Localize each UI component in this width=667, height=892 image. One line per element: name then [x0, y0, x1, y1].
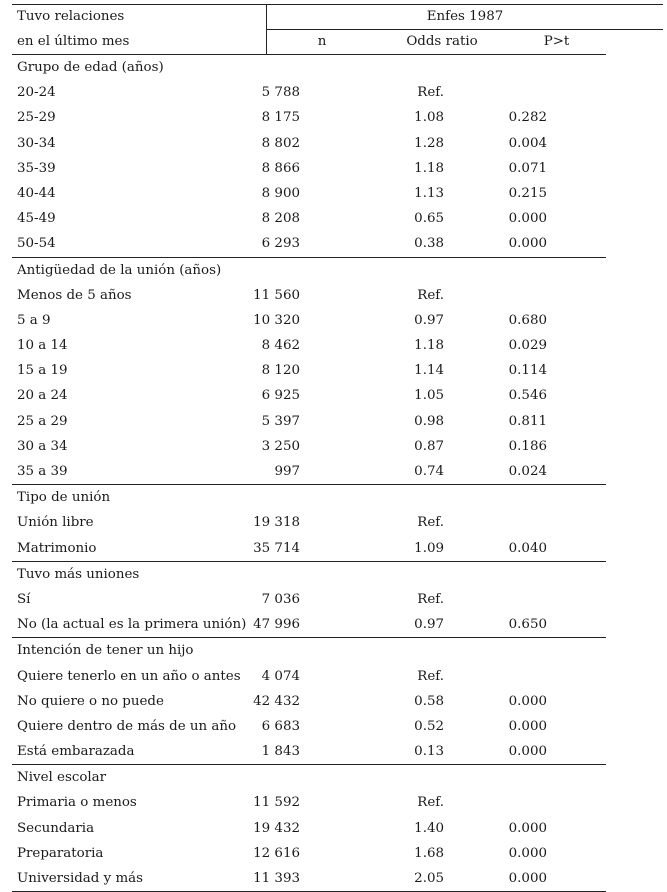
- cell-p-value: 0.000: [508, 820, 547, 836]
- cell-n: 5 397: [261, 413, 300, 429]
- row-label: Quiere tenerlo en un año o antes: [17, 668, 241, 684]
- table-row: [12, 866, 606, 891]
- table-row: [12, 510, 606, 535]
- cell-odds-ratio: Ref.: [417, 287, 444, 303]
- table-row: [12, 841, 606, 866]
- group-section: [12, 637, 606, 764]
- row-label: Está embarazada: [17, 744, 135, 760]
- cell-p-value: 0.000: [508, 845, 547, 861]
- row-label: 30-34: [17, 135, 56, 151]
- cell-n: 7 036: [261, 591, 300, 607]
- cell-odds-ratio: Ref.: [417, 795, 444, 811]
- table-row: [12, 333, 606, 358]
- cell-n: 6 925: [261, 388, 300, 404]
- row-label: 10 a 14: [17, 338, 68, 354]
- cell-n: 6 293: [261, 236, 300, 252]
- row-label: 45-49: [17, 211, 56, 227]
- cell-odds-ratio: 0.98: [414, 413, 444, 429]
- row-label: Unión libre: [17, 515, 94, 531]
- cell-n: 8 866: [261, 160, 300, 176]
- table-row: [12, 587, 606, 612]
- table-row: [12, 434, 606, 459]
- table-row: [12, 790, 606, 815]
- group-title-row: [12, 765, 606, 790]
- cell-odds-ratio: 0.38: [414, 236, 444, 252]
- column-header-odds-ratio: Odds ratio: [406, 34, 478, 50]
- table-row: [12, 283, 606, 308]
- cell-odds-ratio: 1.13: [414, 185, 444, 201]
- cell-n: 5 788: [261, 85, 300, 101]
- cell-n: 11 592: [253, 795, 300, 811]
- header-label-line2: en el último mes: [17, 34, 130, 50]
- cell-odds-ratio: 0.65: [414, 211, 444, 227]
- table-row: [12, 714, 606, 739]
- odds-ratio-table: [12, 4, 663, 892]
- group-section: [12, 561, 606, 638]
- row-label: 20-24: [17, 85, 56, 101]
- header-row-1: [12, 4, 663, 29]
- cell-p-value: 0.029: [508, 338, 547, 354]
- survey-title: Enfes 1987: [426, 9, 504, 24]
- row-label: 40-44: [17, 185, 56, 201]
- table-row: [12, 739, 606, 764]
- row-label: Universidad y más: [17, 871, 143, 886]
- cell-p-value: 0.000: [508, 236, 547, 252]
- table-row: [12, 206, 606, 231]
- cell-p-value: 0.000: [508, 211, 547, 227]
- table-row: [12, 689, 606, 714]
- table-row: [12, 612, 606, 637]
- table-row: [12, 459, 606, 484]
- cell-n: 11 393: [253, 871, 300, 886]
- cell-n: 10 320: [253, 312, 300, 328]
- table-row: [12, 231, 606, 256]
- cell-odds-ratio: 1.18: [414, 338, 444, 354]
- cell-p-value: 0.040: [508, 540, 547, 556]
- cell-p-value: 0.650: [508, 617, 547, 633]
- group-title-row: [12, 485, 606, 510]
- group-title: Intención de tener un hijo: [17, 643, 194, 659]
- group-section: [12, 257, 606, 485]
- cell-p-value: 0.282: [508, 110, 547, 126]
- cell-odds-ratio: 1.40: [414, 820, 444, 836]
- cell-odds-ratio: Ref.: [417, 668, 444, 684]
- row-label: Sí: [17, 591, 31, 607]
- column-header-n: n: [317, 34, 327, 50]
- group-title-row: [12, 562, 606, 587]
- cell-p-value: 0.000: [508, 744, 547, 760]
- group-section: [12, 764, 606, 891]
- table-row: [12, 131, 606, 156]
- cell-n: 6 683: [261, 718, 300, 734]
- cell-n: 11 560: [253, 287, 300, 303]
- row-label: Preparatoria: [17, 845, 104, 861]
- table-row: [12, 664, 606, 689]
- cell-n: 8 900: [261, 185, 300, 201]
- row-label: Quiere dentro de más de un año: [17, 718, 237, 734]
- table-row: [12, 105, 606, 130]
- table-row: [12, 383, 606, 408]
- table-row: [12, 816, 606, 841]
- table-row: [12, 308, 606, 333]
- cell-odds-ratio: 0.52: [414, 718, 444, 734]
- cell-p-value: 0.071: [508, 160, 547, 176]
- row-label: 5 a 9: [17, 312, 51, 328]
- cell-odds-ratio: Ref.: [417, 591, 444, 607]
- cell-n: 4 074: [261, 668, 300, 684]
- cell-p-value: 0.215: [508, 185, 547, 201]
- cell-p-value: 0.546: [508, 388, 547, 404]
- cell-n: 19 432: [253, 820, 300, 836]
- table-row: [12, 156, 606, 181]
- group-title: Tuvo más uniones: [17, 566, 140, 582]
- cell-odds-ratio: 0.87: [414, 438, 444, 454]
- header-label-line1: Tuvo relaciones: [17, 9, 125, 24]
- row-label: 35 a 39: [17, 464, 68, 479]
- cell-n: 3 250: [261, 438, 300, 454]
- cell-odds-ratio: 0.74: [414, 464, 444, 479]
- column-header-p: P>t: [543, 34, 570, 50]
- cell-n: 19 318: [253, 515, 300, 531]
- cell-p-value: 0.024: [508, 464, 547, 479]
- group-title-row: [12, 638, 606, 663]
- cell-odds-ratio: 2.05: [414, 871, 444, 886]
- cell-n: 47 996: [253, 617, 300, 633]
- group-title: Nivel escolar: [17, 770, 107, 786]
- cell-odds-ratio: 1.08: [414, 110, 444, 126]
- table-row: [12, 536, 606, 561]
- cell-n: 12 616: [253, 845, 300, 861]
- cell-n: 997: [274, 464, 300, 479]
- cell-odds-ratio: 1.14: [414, 363, 444, 379]
- row-label: Primaria o menos: [17, 795, 137, 811]
- group-title: Antigüedad de la unión (años): [17, 262, 222, 278]
- group-title: Tipo de unión: [17, 490, 111, 506]
- cell-n: 8 120: [261, 363, 300, 379]
- cell-odds-ratio: 0.58: [414, 693, 444, 709]
- cell-p-value: 0.004: [508, 135, 547, 151]
- cell-p-value: 0.000: [508, 718, 547, 734]
- cell-p-value: 0.114: [508, 363, 547, 379]
- cell-odds-ratio: Ref.: [417, 515, 444, 531]
- cell-odds-ratio: 1.28: [414, 135, 444, 151]
- cell-p-value: 0.811: [508, 413, 547, 429]
- group-section: [12, 484, 606, 561]
- row-label: 20 a 24: [17, 388, 68, 404]
- cell-n: 8 175: [261, 110, 300, 126]
- cell-odds-ratio: 0.13: [414, 744, 444, 760]
- row-label: 15 a 19: [17, 363, 68, 379]
- table-body: [12, 54, 663, 892]
- cell-n: 35 714: [253, 540, 300, 556]
- table-header: [12, 4, 663, 54]
- table-row: [12, 358, 606, 383]
- group-title-row: [12, 258, 606, 283]
- row-label: Matrimonio: [17, 540, 97, 556]
- cell-n: 42 432: [253, 693, 300, 709]
- cell-odds-ratio: 0.97: [414, 617, 444, 633]
- cell-n: 1 843: [261, 744, 300, 760]
- group-title: Grupo de edad (años): [17, 60, 164, 75]
- cell-p-value: 0.680: [508, 312, 547, 328]
- cell-n: 8 208: [261, 211, 300, 227]
- table-row: [12, 80, 606, 105]
- group-section: [12, 54, 606, 257]
- table-row: [12, 181, 606, 206]
- cell-odds-ratio: 1.68: [414, 845, 444, 861]
- cell-p-value: 0.000: [508, 693, 547, 709]
- row-label: 50-54: [17, 236, 56, 252]
- header-row-2: [12, 29, 663, 54]
- cell-p-value: 0.186: [508, 438, 547, 454]
- row-label: 30 a 34: [17, 438, 68, 454]
- cell-n: 8 802: [261, 135, 300, 151]
- row-label: 25-29: [17, 110, 56, 126]
- row-label: 25 a 29: [17, 413, 68, 429]
- cell-odds-ratio: 1.09: [414, 540, 444, 556]
- cell-odds-ratio: 0.97: [414, 312, 444, 328]
- row-label: 35-39: [17, 160, 56, 176]
- row-label: Menos de 5 años: [17, 287, 132, 303]
- cell-odds-ratio: Ref.: [417, 85, 444, 101]
- cell-n: 8 462: [261, 338, 300, 354]
- cell-p-value: 0.000: [508, 871, 547, 886]
- table-row: [12, 409, 606, 434]
- cell-odds-ratio: 1.18: [414, 160, 444, 176]
- row-label: No quiere o no puede: [17, 693, 164, 709]
- group-title-row: [12, 55, 606, 80]
- row-label: No (la actual es la primera unión): [17, 617, 247, 633]
- row-label: Secundaria: [17, 820, 95, 836]
- cell-odds-ratio: 1.05: [414, 388, 444, 404]
